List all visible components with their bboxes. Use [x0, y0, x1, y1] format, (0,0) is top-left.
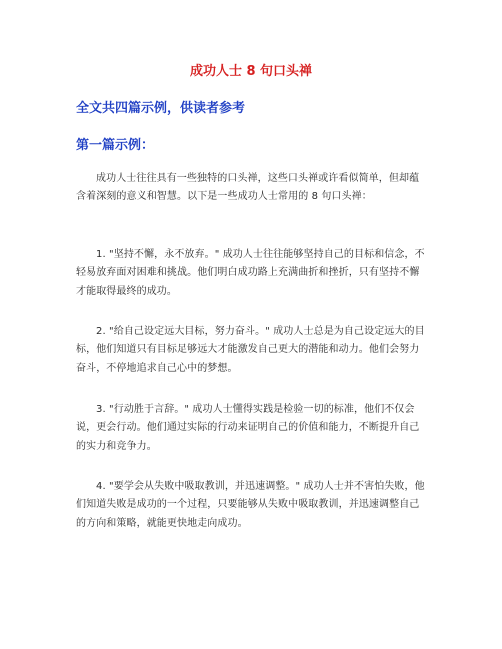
paragraph-4: 4. "要学会从失败中吸取教训，并迅速调整。" 成功人士并不害怕失败，他们知道失败是成功的一个过程，只要能够从失败中吸取教训，并迅速调整自己的方向和策略，就能更快地走向成功。	[76, 481, 425, 529]
paragraph-1: 1. "坚持不懈，永不放弃。" 成功人士往往能够坚持自己的目标和信念，不轻易放弃面对困难和挑战。他们明白成功路上充满曲折和挫折，只有坚持不懈才能取得最终的成功。	[76, 249, 425, 297]
document-subtitle: 全文共四篇示例，供读者参考	[76, 101, 246, 116]
intro-paragraph: 成功人士往往具有一些独特的口头禅，这些口头禅或许看似简单，但却蕴含着深刻的意义和智慧。以下是一些成功人士常用的 8 句口头禅：	[76, 173, 420, 203]
section-heading: 第一篇示例：	[76, 138, 155, 153]
paragraph-2: 2. "给自己设定远大目标，努力奋斗。" 成功人士总是为自己设定远大的目标，他们知道只有目标足够远大才能激发自己更大的潜能和动力。他们会努力奋斗，不停地追求自己心中的梦想。	[76, 326, 425, 374]
paragraph-3: 3. "行动胜于言辞。" 成功人士懂得实践是检验一切的标准，他们不仅会说，更会行动。他们通过实际的行动来证明自己的价值和能力，不断提升自己的实力和竞争力。	[76, 404, 420, 452]
document-title: 成功人士 8 句口头禅	[189, 64, 313, 79]
